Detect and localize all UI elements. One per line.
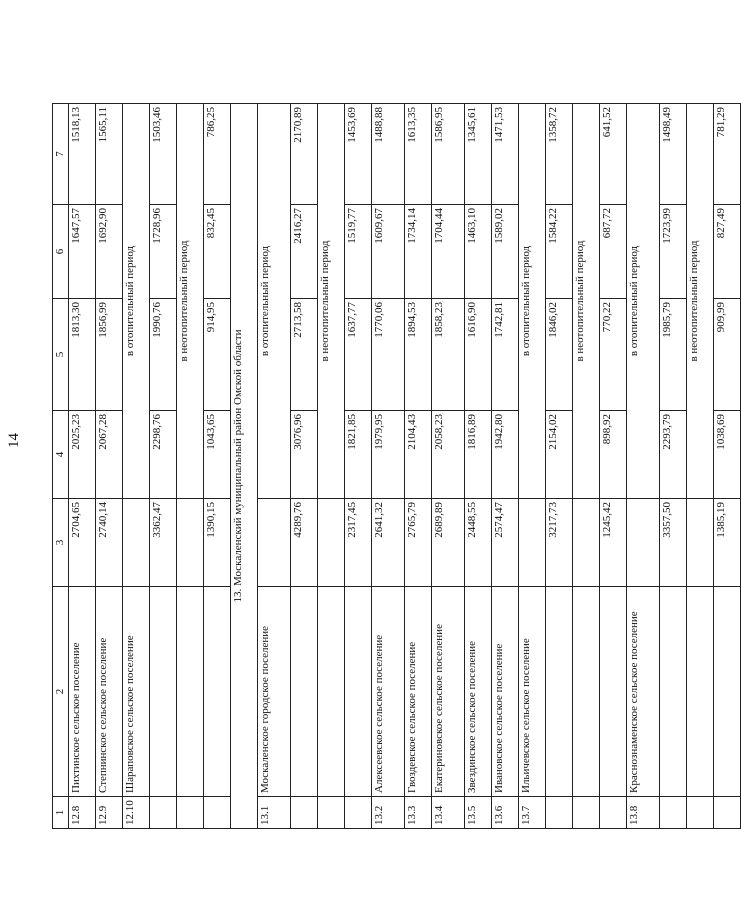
value-cell: 2765,79 bbox=[405, 499, 432, 587]
value-cell: 2104,43 bbox=[405, 411, 432, 499]
value-cell: 1488,88 bbox=[372, 104, 405, 205]
value-cell: 641,52 bbox=[600, 104, 627, 205]
value-cell: 1734,14 bbox=[405, 205, 432, 299]
row-number: 13.5 bbox=[465, 797, 492, 829]
row-number: 12.8 bbox=[69, 797, 96, 829]
header-row bbox=[53, 104, 69, 829]
value-cell: 1043,65 bbox=[204, 411, 231, 499]
value-cell: 1453,69 bbox=[345, 104, 372, 205]
settlement-name: Ивановское сельское поселение bbox=[492, 587, 519, 797]
row-number: 13.1 bbox=[258, 797, 291, 829]
row-number bbox=[600, 797, 627, 829]
table-row bbox=[150, 104, 177, 829]
value-cell: 687,72 bbox=[600, 205, 627, 299]
tariff-table bbox=[52, 103, 741, 829]
value-cell: 1586,95 bbox=[432, 104, 465, 205]
row-number bbox=[714, 797, 741, 829]
value-cell: 1385,19 bbox=[714, 499, 741, 587]
column-header: 5 bbox=[53, 299, 69, 411]
value-cell: 1894,53 bbox=[405, 299, 432, 411]
column-header: 2 bbox=[53, 587, 69, 797]
row-number bbox=[177, 797, 204, 829]
period-row bbox=[573, 104, 600, 829]
settlement-name: Пихтинское сельское поселение bbox=[69, 587, 96, 797]
period-row bbox=[177, 104, 204, 829]
value-cell: 909,99 bbox=[714, 299, 741, 411]
rotated-table-container bbox=[52, 104, 727, 829]
empty-cell bbox=[123, 499, 150, 587]
value-cell: 1565,11 bbox=[96, 104, 123, 205]
table-row bbox=[600, 104, 627, 829]
settlement-name: Екатериновское сельское поселение bbox=[432, 587, 465, 797]
value-cell: 1345,61 bbox=[465, 104, 492, 205]
value-cell: 781,29 bbox=[714, 104, 741, 205]
value-cell: 3362,47 bbox=[150, 499, 177, 587]
value-cell: 2154,02 bbox=[546, 411, 573, 499]
value-cell: 2317,45 bbox=[345, 499, 372, 587]
value-cell: 1358,72 bbox=[546, 104, 573, 205]
period-row bbox=[258, 104, 291, 829]
value-cell: 2067,28 bbox=[96, 411, 123, 499]
value-cell: 1390,15 bbox=[204, 499, 231, 587]
settlement-name bbox=[660, 587, 687, 797]
value-cell: 832,45 bbox=[204, 205, 231, 299]
section-row bbox=[231, 104, 258, 829]
value-cell: 1498,49 bbox=[660, 104, 687, 205]
settlement-name bbox=[150, 587, 177, 797]
value-cell: 2448,55 bbox=[465, 499, 492, 587]
row-number bbox=[318, 797, 345, 829]
value-cell: 1609,67 bbox=[372, 205, 405, 299]
value-cell: 1584,22 bbox=[546, 205, 573, 299]
value-cell: 1613,35 bbox=[405, 104, 432, 205]
period-row bbox=[627, 104, 660, 829]
row-number bbox=[345, 797, 372, 829]
value-cell: 3217,73 bbox=[546, 499, 573, 587]
value-cell: 2740,14 bbox=[96, 499, 123, 587]
settlement-name bbox=[546, 587, 573, 797]
period-row bbox=[123, 104, 150, 829]
value-cell: 2025,23 bbox=[69, 411, 96, 499]
settlement-name: Алексеевское сельское поселение bbox=[372, 587, 405, 797]
settlement-name: Шараповское сельское поселение bbox=[123, 587, 150, 797]
value-cell: 1985,79 bbox=[660, 299, 687, 411]
value-cell: 2641,32 bbox=[372, 499, 405, 587]
settlement-name bbox=[204, 587, 231, 797]
value-cell: 1846,02 bbox=[546, 299, 573, 411]
empty-cell bbox=[519, 499, 546, 587]
value-cell: 898,92 bbox=[600, 411, 627, 499]
value-cell: 1742,81 bbox=[492, 299, 519, 411]
empty-cell bbox=[177, 499, 204, 587]
table-row bbox=[345, 104, 372, 829]
period-row bbox=[519, 104, 546, 829]
value-cell: 827,49 bbox=[714, 205, 741, 299]
column-header: 7 bbox=[53, 104, 69, 205]
value-cell: 1770,06 bbox=[372, 299, 405, 411]
value-cell: 1990,76 bbox=[150, 299, 177, 411]
period-row bbox=[318, 104, 345, 829]
row-number: 12.10 bbox=[123, 797, 150, 829]
period-label: в неотопительный период bbox=[177, 104, 204, 499]
period-label: в отопительный период bbox=[123, 104, 150, 499]
value-cell: 4289,76 bbox=[291, 499, 318, 587]
table-row bbox=[405, 104, 432, 829]
value-cell: 1589,02 bbox=[492, 205, 519, 299]
value-cell: 2689,89 bbox=[432, 499, 465, 587]
column-header: 6 bbox=[53, 205, 69, 299]
empty-cell bbox=[687, 499, 714, 587]
column-header: 3 bbox=[53, 499, 69, 587]
settlement-name bbox=[291, 587, 318, 797]
settlement-name: Москаленское городское поселение bbox=[258, 587, 291, 797]
value-cell: 1813,30 bbox=[69, 299, 96, 411]
settlement-name bbox=[345, 587, 372, 797]
table-row bbox=[204, 104, 231, 829]
period-label: в неотопительный период bbox=[573, 104, 600, 499]
value-cell: 1503,46 bbox=[150, 104, 177, 205]
value-cell: 1463,10 bbox=[465, 205, 492, 299]
column-header: 1 bbox=[53, 797, 69, 829]
row-number bbox=[291, 797, 318, 829]
table-row bbox=[714, 104, 741, 829]
empty-cell bbox=[318, 499, 345, 587]
table-row bbox=[432, 104, 465, 829]
empty-cell bbox=[573, 499, 600, 587]
value-cell: 1728,96 bbox=[150, 205, 177, 299]
value-cell: 2574,47 bbox=[492, 499, 519, 587]
value-cell: 2713,58 bbox=[291, 299, 318, 411]
value-cell: 1245,42 bbox=[600, 499, 627, 587]
row-number: 12.9 bbox=[96, 797, 123, 829]
table-row bbox=[291, 104, 318, 829]
row-number: 13.6 bbox=[492, 797, 519, 829]
row-number bbox=[546, 797, 573, 829]
period-label: в отопительный период bbox=[258, 104, 291, 499]
value-cell: 3357,50 bbox=[660, 499, 687, 587]
row-number: 13.7 bbox=[519, 797, 546, 829]
settlement-name bbox=[177, 587, 204, 797]
table-row bbox=[96, 104, 123, 829]
value-cell: 2416,27 bbox=[291, 205, 318, 299]
settlement-name bbox=[600, 587, 627, 797]
value-cell: 914,95 bbox=[204, 299, 231, 411]
section-title: 13. Москаленский муниципальный район Омской области bbox=[231, 104, 258, 829]
row-number: 13.8 bbox=[627, 797, 660, 829]
settlement-name bbox=[687, 587, 714, 797]
value-cell: 1038,69 bbox=[714, 411, 741, 499]
value-cell: 1856,99 bbox=[96, 299, 123, 411]
period-label: в отопительный период bbox=[519, 104, 546, 499]
table-row bbox=[546, 104, 573, 829]
empty-cell bbox=[627, 499, 660, 587]
settlement-name: Степнинское сельское поселение bbox=[96, 587, 123, 797]
value-cell: 2170,89 bbox=[291, 104, 318, 205]
settlement-name: Гвоздевское сельское поселение bbox=[405, 587, 432, 797]
table-row bbox=[492, 104, 519, 829]
value-cell: 1723,99 bbox=[660, 205, 687, 299]
value-cell: 1979,95 bbox=[372, 411, 405, 499]
value-cell: 1647,57 bbox=[69, 205, 96, 299]
value-cell: 1821,85 bbox=[345, 411, 372, 499]
period-row bbox=[687, 104, 714, 829]
value-cell: 1858,23 bbox=[432, 299, 465, 411]
value-cell: 2704,65 bbox=[69, 499, 96, 587]
period-label: в неотопительный период bbox=[687, 104, 714, 499]
column-header: 4 bbox=[53, 411, 69, 499]
value-cell: 1519,77 bbox=[345, 205, 372, 299]
value-cell: 1637,77 bbox=[345, 299, 372, 411]
table-row bbox=[69, 104, 96, 829]
table-row bbox=[465, 104, 492, 829]
row-number bbox=[150, 797, 177, 829]
value-cell: 770,22 bbox=[600, 299, 627, 411]
row-number bbox=[573, 797, 600, 829]
value-cell: 1471,53 bbox=[492, 104, 519, 205]
settlement-name: Звездинское сельское поселение bbox=[465, 587, 492, 797]
row-number bbox=[204, 797, 231, 829]
settlement-name: Ильичевское сельское поселение bbox=[519, 587, 546, 797]
value-cell: 1704,44 bbox=[432, 205, 465, 299]
settlement-name bbox=[714, 587, 741, 797]
settlement-name bbox=[318, 587, 345, 797]
page-number: 14 bbox=[6, 433, 22, 448]
row-number: 13.4 bbox=[432, 797, 465, 829]
value-cell: 1942,80 bbox=[492, 411, 519, 499]
table-row bbox=[372, 104, 405, 829]
row-number bbox=[660, 797, 687, 829]
value-cell: 786,25 bbox=[204, 104, 231, 205]
value-cell: 1518,13 bbox=[69, 104, 96, 205]
empty-cell bbox=[258, 499, 291, 587]
value-cell: 1616,90 bbox=[465, 299, 492, 411]
period-label: в неотопительный период bbox=[318, 104, 345, 499]
value-cell: 1816,89 bbox=[465, 411, 492, 499]
row-number: 13.2 bbox=[372, 797, 405, 829]
value-cell: 2058,23 bbox=[432, 411, 465, 499]
table-row bbox=[660, 104, 687, 829]
settlement-name: Краснознаменское сельское поселение bbox=[627, 587, 660, 797]
value-cell: 2293,79 bbox=[660, 411, 687, 499]
value-cell: 1692,90 bbox=[96, 205, 123, 299]
row-number: 13.3 bbox=[405, 797, 432, 829]
settlement-name bbox=[573, 587, 600, 797]
value-cell: 3076,96 bbox=[291, 411, 318, 499]
period-label: в отопительный период bbox=[627, 104, 660, 499]
value-cell: 2298,76 bbox=[150, 411, 177, 499]
row-number bbox=[687, 797, 714, 829]
